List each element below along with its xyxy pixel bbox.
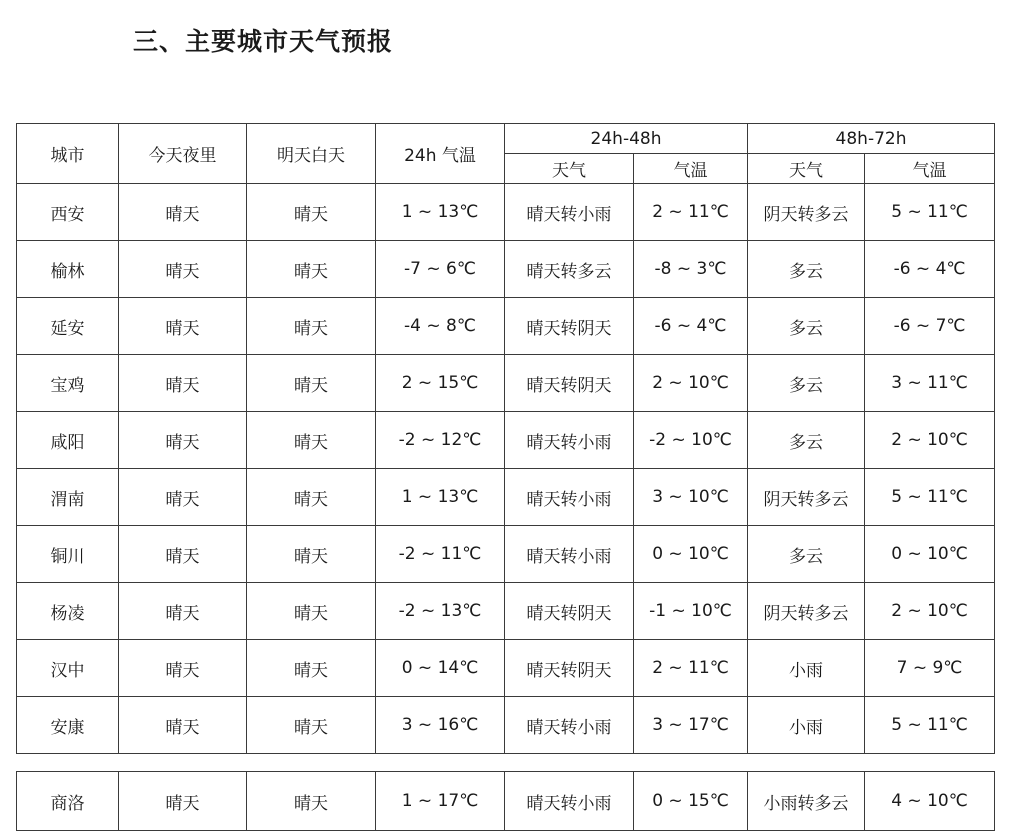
table-row [17,697,995,754]
table-row [17,412,995,469]
header-temp-24h: 24h 气温 [376,124,505,184]
table-row [17,241,995,298]
header-weather-72h: 天气 [748,154,865,184]
cell-temp-72h: 4 ~ 10℃ [865,772,995,831]
cell-weather-72h: 多云 [748,241,865,298]
cell-temp-24h: -4 ~ 8℃ [376,298,505,355]
cell-temp-48h: -1 ~ 10℃ [634,583,748,640]
cell-weather-48h: 晴天转小雨 [505,469,634,526]
header-temp-48h: 气温 [634,154,748,184]
cell-temp-72h: 5 ~ 11℃ [865,469,995,526]
cell-tomorrow-day: 晴天 [247,241,376,298]
cell-weather-48h: 晴天转阴天 [505,355,634,412]
cell-city: 铜川 [17,526,119,583]
cell-temp-24h: -2 ~ 12℃ [376,412,505,469]
cell-city: 延安 [17,298,119,355]
cell-tomorrow-day: 晴天 [247,298,376,355]
cell-tonight: 晴天 [119,697,247,754]
cell-weather-48h: 晴天转阴天 [505,640,634,697]
cell-weather-48h: 晴天转小雨 [505,184,634,241]
cell-tonight: 晴天 [119,640,247,697]
table-row [17,355,995,412]
table-row [17,640,995,697]
table-row [17,526,995,583]
cell-tomorrow-day: 晴天 [247,526,376,583]
cell-city: 西安 [17,184,119,241]
page-title: 三、主要城市天气预报 [133,27,394,56]
cell-tonight: 晴天 [119,526,247,583]
cell-city: 宝鸡 [17,355,119,412]
cell-tonight: 晴天 [119,355,247,412]
table-row [17,583,995,640]
cell-tomorrow-day: 晴天 [247,640,376,697]
cell-temp-72h: 0 ~ 10℃ [865,526,995,583]
cell-tomorrow-day: 晴天 [247,412,376,469]
cell-temp-48h: -6 ~ 4℃ [634,298,748,355]
cell-city: 商洛 [17,772,119,831]
cell-weather-72h: 阴天转多云 [748,184,865,241]
cell-temp-24h: -7 ~ 6℃ [376,241,505,298]
cell-temp-48h: 3 ~ 17℃ [634,697,748,754]
cell-temp-72h: -6 ~ 7℃ [865,298,995,355]
cell-weather-48h: 晴天转小雨 [505,772,634,831]
forecast-table-extra [16,771,995,831]
cell-tomorrow-day: 晴天 [247,772,376,831]
cell-weather-72h: 多云 [748,355,865,412]
cell-temp-72h: 2 ~ 10℃ [865,412,995,469]
cell-temp-48h: 2 ~ 10℃ [634,355,748,412]
cell-weather-48h: 晴天转小雨 [505,526,634,583]
table-row [17,184,995,241]
cell-weather-48h: 晴天转阴天 [505,583,634,640]
cell-temp-48h: 2 ~ 11℃ [634,640,748,697]
cell-tonight: 晴天 [119,412,247,469]
cell-weather-72h: 多云 [748,412,865,469]
cell-tomorrow-day: 晴天 [247,469,376,526]
cell-temp-48h: -8 ~ 3℃ [634,241,748,298]
cell-temp-24h: 1 ~ 13℃ [376,469,505,526]
cell-weather-72h: 小雨转多云 [748,772,865,831]
header-temp-72h: 气温 [865,154,995,184]
cell-weather-48h: 晴天转小雨 [505,412,634,469]
cell-temp-48h: -2 ~ 10℃ [634,412,748,469]
cell-city: 汉中 [17,640,119,697]
cell-weather-72h: 多云 [748,526,865,583]
cell-tomorrow-day: 晴天 [247,355,376,412]
cell-city: 咸阳 [17,412,119,469]
cell-weather-72h: 阴天转多云 [748,583,865,640]
table-row [17,298,995,355]
cell-weather-72h: 小雨 [748,640,865,697]
header-group-24-48h: 24h-48h [505,124,748,154]
cell-temp-72h: 5 ~ 11℃ [865,184,995,241]
header-weather-48h: 天气 [505,154,634,184]
header-tonight: 今天夜里 [119,124,247,184]
cell-tonight: 晴天 [119,583,247,640]
cell-temp-72h: 2 ~ 10℃ [865,583,995,640]
forecast-table [16,123,995,754]
cell-weather-72h: 多云 [748,298,865,355]
cell-city: 杨凌 [17,583,119,640]
cell-weather-48h: 晴天转小雨 [505,697,634,754]
cell-temp-48h: 3 ~ 10℃ [634,469,748,526]
cell-temp-24h: -2 ~ 11℃ [376,526,505,583]
cell-temp-48h: 0 ~ 10℃ [634,526,748,583]
cell-weather-48h: 晴天转阴天 [505,298,634,355]
cell-weather-48h: 晴天转多云 [505,241,634,298]
cell-tomorrow-day: 晴天 [247,184,376,241]
header-city: 城市 [17,124,119,184]
cell-temp-72h: -6 ~ 4℃ [865,241,995,298]
cell-tonight: 晴天 [119,184,247,241]
cell-weather-72h: 阴天转多云 [748,469,865,526]
cell-temp-48h: 2 ~ 11℃ [634,184,748,241]
cell-temp-24h: 3 ~ 16℃ [376,697,505,754]
cell-tonight: 晴天 [119,241,247,298]
cell-city: 榆林 [17,241,119,298]
cell-tomorrow-day: 晴天 [247,697,376,754]
cell-temp-72h: 7 ~ 9℃ [865,640,995,697]
cell-temp-24h: 1 ~ 17℃ [376,772,505,831]
cell-temp-24h: 2 ~ 15℃ [376,355,505,412]
cell-temp-24h: 0 ~ 14℃ [376,640,505,697]
table-row [17,772,995,831]
cell-tonight: 晴天 [119,469,247,526]
cell-city: 渭南 [17,469,119,526]
cell-temp-72h: 3 ~ 11℃ [865,355,995,412]
header-group-48-72h: 48h-72h [748,124,995,154]
cell-tomorrow-day: 晴天 [247,583,376,640]
cell-temp-24h: -2 ~ 13℃ [376,583,505,640]
cell-tonight: 晴天 [119,298,247,355]
header-tomorrow-day: 明天白天 [247,124,376,184]
cell-temp-72h: 5 ~ 11℃ [865,697,995,754]
cell-temp-24h: 1 ~ 13℃ [376,184,505,241]
table-row [17,469,995,526]
header-row [17,124,995,154]
cell-temp-48h: 0 ~ 15℃ [634,772,748,831]
cell-tonight: 晴天 [119,772,247,831]
cell-city: 安康 [17,697,119,754]
cell-weather-72h: 小雨 [748,697,865,754]
